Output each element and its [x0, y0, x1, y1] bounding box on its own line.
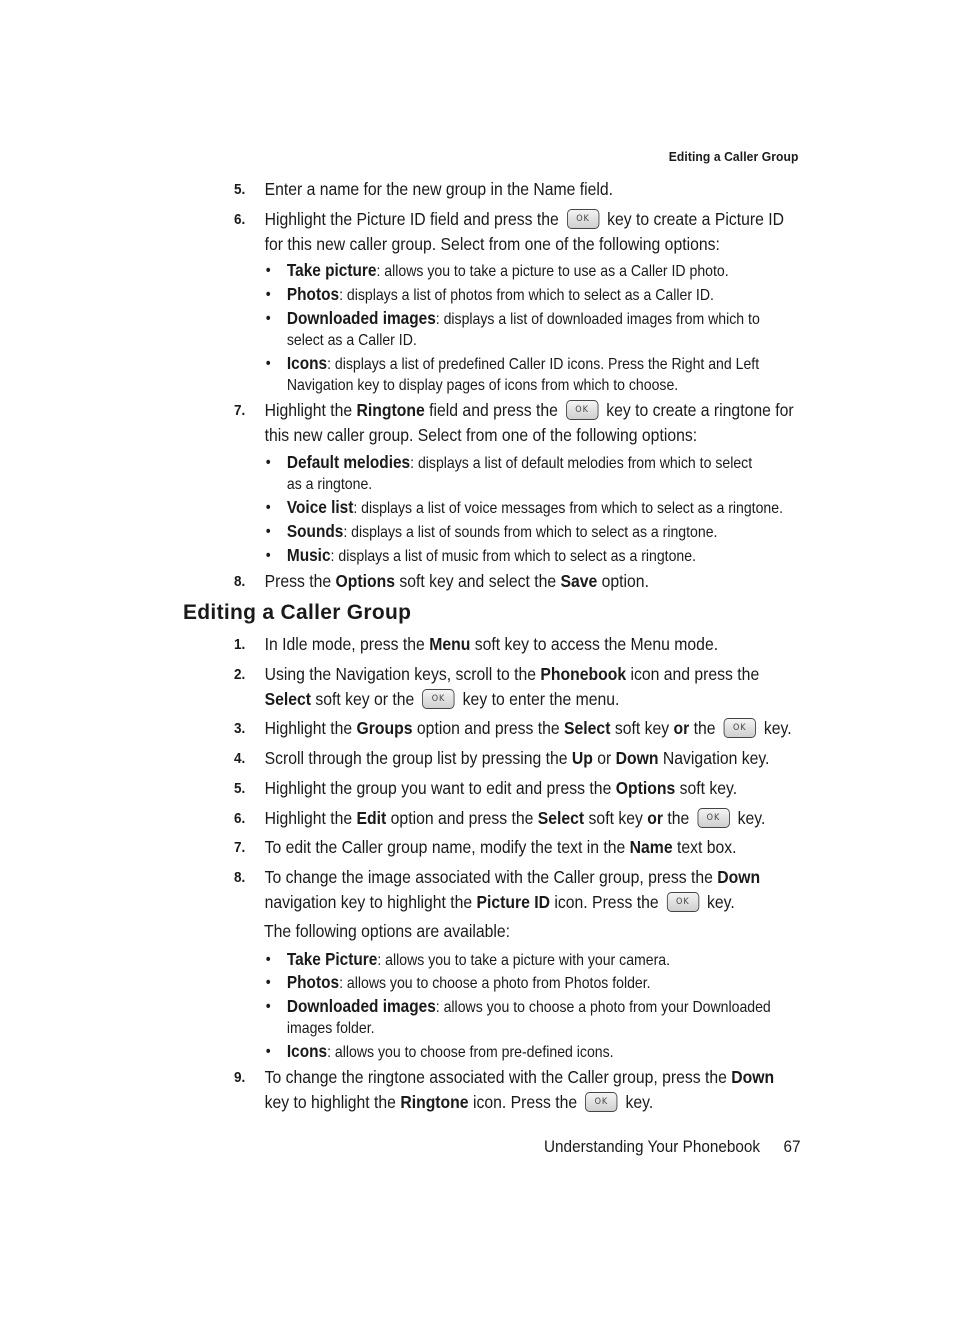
- ok-key-icon: OK: [697, 808, 729, 828]
- step-text: To edit the Caller group name, modify the text in the Name text box.: [264, 837, 737, 857]
- bullet-dot: •: [265, 454, 271, 471]
- edit-step-9: [234, 1065, 775, 1114]
- bullet-item: • Voice list: displays a list of voice messages from which to select as a ringtone.: [265, 497, 783, 517]
- step-text: To change the ringtone associated with the Caller group, press the Down key to highlight the Ringtone icon. Press the OK key.: [264, 1067, 775, 1112]
- step-number: 1.: [234, 636, 246, 653]
- step-7: [234, 398, 794, 447]
- bullet-item: • Default melodies: displays a list of default melodies from which to select as a ringtone.: [265, 452, 753, 493]
- footer-title: Understanding Your Phonebook: [544, 1137, 761, 1156]
- bullet-dot: •: [265, 310, 271, 327]
- step-text: Press the Options soft key and select the Save option.: [264, 571, 649, 591]
- step-text: Highlight the group you want to edit and press the Options soft key.: [264, 778, 738, 798]
- bullet-dot: •: [265, 951, 271, 968]
- ok-key-icon: OK: [567, 209, 599, 229]
- bullet-dot: •: [265, 1043, 271, 1060]
- bullet-item: • Downloaded images: displays a list of downloaded images from which to select as a Caller ID.: [265, 308, 760, 349]
- bullet-dot: •: [265, 499, 271, 516]
- step-number: 9.: [234, 1069, 246, 1086]
- bullet-item: • Sounds: displays a list of sounds from which to select as a ringtone.: [265, 521, 718, 541]
- bullet-dot: •: [265, 523, 271, 540]
- bullet-dot: •: [265, 262, 271, 279]
- bullet-item: • Icons: displays a list of predefined Caller ID icons. Press the Right and Left Navigation key to display pages of icons from which to choose.: [265, 353, 760, 394]
- edit-step-6: [234, 806, 766, 831]
- step-number: 2.: [234, 666, 246, 683]
- step-6: [234, 207, 784, 256]
- step-number: 3.: [234, 720, 246, 737]
- running-header: Editing a Caller Group: [668, 149, 798, 164]
- step-text: To change the image associated with the Caller group, press the Down navigation key to highlight the Picture ID icon. Press the OK key.: [264, 867, 761, 912]
- edit-step-1: [234, 632, 747, 657]
- step-8: [234, 569, 747, 594]
- step-number: 8.: [234, 869, 246, 886]
- bullet-dot: •: [265, 355, 271, 372]
- bullet-dot: •: [265, 547, 271, 564]
- bullet-item: • Photos: allows you to choose a photo from Photos folder.: [265, 972, 651, 992]
- ok-key-icon: OK: [723, 718, 755, 738]
- edit-step-3: [234, 716, 792, 741]
- edit-step-4: [234, 746, 770, 771]
- bullet-item: • Music: displays a list of music from which to select as a ringtone.: [265, 545, 696, 565]
- step-number: 5.: [234, 181, 246, 198]
- bullet-item: • Photos: displays a list of photos from which to select as a Caller ID.: [265, 284, 714, 304]
- bullet-item: • Take Picture: allows you to take a picture with your camera.: [265, 949, 671, 969]
- edit-step-7: [234, 835, 747, 860]
- step-text: Using the Navigation keys, scroll to the Phonebook icon and press the Select soft key or the OK key to enter the menu.: [264, 664, 760, 709]
- bullet-item: • Icons: allows you to choose from pre-defined icons.: [265, 1041, 614, 1061]
- step-text: Highlight the Edit option and press the Select soft key or the OK key.: [264, 808, 766, 828]
- step-number: 6.: [234, 211, 246, 228]
- section-heading: Editing a Caller Group: [183, 601, 412, 624]
- step-number: 5.: [234, 780, 246, 797]
- ok-key-icon: OK: [667, 892, 699, 912]
- options-intro: The following options are available:: [264, 921, 511, 941]
- step-number: 6.: [234, 810, 246, 827]
- step-text: Highlight the Ringtone field and press the OK key to create a ringtone for this new caller group. Select from one of the following options:: [264, 400, 794, 445]
- step-number: 8.: [234, 573, 246, 590]
- ok-key-icon: OK: [585, 1092, 617, 1112]
- step-text: In Idle mode, press the Menu soft key to access the Menu mode.: [264, 634, 719, 654]
- edit-step-2: [234, 662, 760, 711]
- step-text: Highlight the Picture ID field and press the OK key to create a Picture ID for this new caller group. Select from one of the following options:: [264, 209, 784, 254]
- step-5: [234, 177, 747, 202]
- bullet-dot: •: [265, 974, 271, 991]
- ok-key-icon: OK: [422, 689, 454, 709]
- edit-step-8: [234, 865, 761, 914]
- page-number: 67: [783, 1137, 801, 1156]
- step-text: Scroll through the group list by pressing the Up or Down Navigation key.: [264, 748, 770, 768]
- ok-key-icon: OK: [566, 400, 598, 420]
- bullet-dot: •: [265, 998, 271, 1015]
- step-number: 4.: [234, 750, 246, 767]
- edit-step-5: [234, 776, 747, 801]
- step-text: Highlight the Groups option and press the Select soft key or the OK key.: [264, 718, 792, 738]
- bullet-dot: •: [265, 286, 271, 303]
- step-number: 7.: [234, 402, 246, 419]
- step-text: Enter a name for the new group in the Name field.: [264, 179, 614, 199]
- bullet-item: • Take picture: allows you to take a picture to use as a Caller ID photo.: [265, 260, 729, 280]
- bullet-item: • Downloaded images: allows you to choose a photo from your Downloaded images folder.: [265, 996, 771, 1037]
- page-footer: [544, 1137, 801, 1157]
- step-number: 7.: [234, 839, 246, 856]
